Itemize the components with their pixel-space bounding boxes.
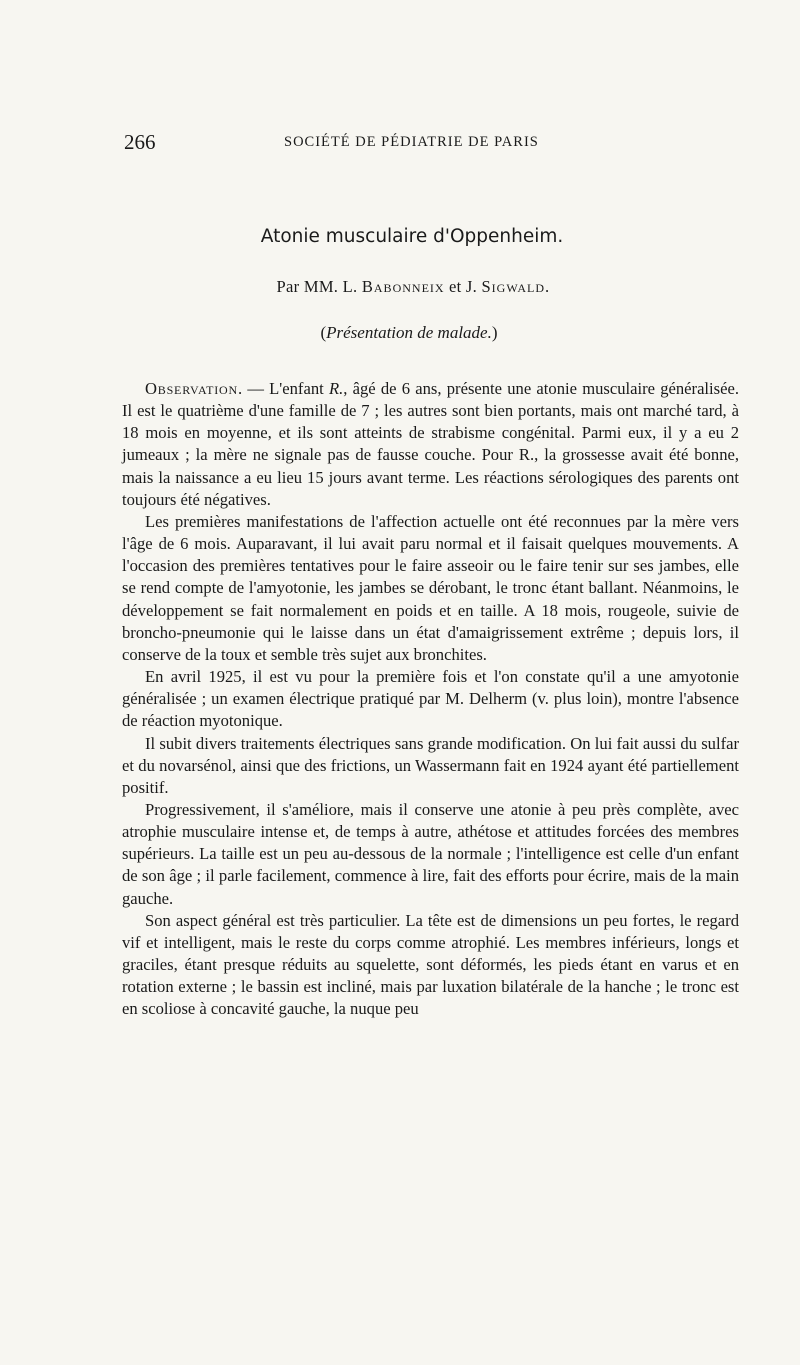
paragraph-4: Il subit divers traitements électriques sans grande modification. On lui fait aussi du sulfar et du novarsénol, ainsi que des frictions, un Wassermann fait en 1924 ayant été partiellement positif. xyxy=(122,733,739,797)
patient-initial: R. xyxy=(328,379,344,398)
paragraph-3: En avril 1925, il est vu pour la première fois et l'on constate qu'il a une amyotonie généralisée ; un examen électrique pratiqué par M. Delherm (v. plus loin), montre l'absence de réaction myotonique. xyxy=(122,667,739,731)
author-sigwald: Sigwald xyxy=(481,277,545,296)
page-number: 266 xyxy=(124,130,156,154)
authors-suffix: . xyxy=(545,277,550,296)
paragraph-6: Son aspect général est très particulier. La tête est de dimensions un peu fortes, le regard vif et intelligent, mais le reste du corps comme atrophié. Les membres inférieurs, longs et graciles, étant presque réduits au squelette, sont déformés, les pieds étant en varus et en rotation externe ; le bassin est incliné, mais par luxation bilatérale de la hanche ; le tronc est en scoliose à concavité gauche, la nuque peu xyxy=(122,910,739,1019)
presentation-note xyxy=(0,323,800,343)
paragraph-2: Les premières manifestations de l'affection actuelle ont été reconnues par la mère vers l'âge de 6 mois. Auparavant, il lui avait paru normal et il faisait quelques mouvements. A l'occasion des premières tentatives pour le faire asseoir ou le faire tenir sur ses jambes, elle se rend compte de l'amyotonie, les jambes se dérobant, le tronc étant ballant. Néanmoins, le développement se fait normalement en poids et en taille. A 18 mois, rougeole, suivie de broncho-pneumonie qui le laisse dans un état d'amaigrissement extrême ; depuis lors, il conserve de la toux et semble très sujet aux bronchites. xyxy=(122,511,739,664)
paragraph-observation xyxy=(122,378,739,511)
paren-open: ( xyxy=(320,323,327,342)
presentation-text: Présentation de malade. xyxy=(326,323,492,342)
authors-mid: et J. xyxy=(444,277,482,296)
article-body xyxy=(122,378,739,1021)
article-title: Atonie musculaire d'Oppenheim. xyxy=(260,226,564,247)
observation-label: Observation xyxy=(145,379,238,398)
authors-line xyxy=(0,277,800,297)
running-head xyxy=(124,130,744,156)
p1-part-a: . — L'enfant xyxy=(237,379,329,398)
p1-part-b: , âgé de 6 ans, présente une atonie musculaire généralisée. Il est le quatrième d'une famille de 7 ; les autres sont bien portants, mais ont marché tard, à 18 mois en moyenne, et ils sont atteints de strabisme congénital. Parmi eux, il y a eu 2 jumeaux ; la mère ne signale pas de fausse couche. Pour R., la grossesse avait été bonne, mais la naissance a eu lieu 15 jours avant terme. Les réactions sérologiques des parents ont toujours été négatives. xyxy=(122,379,739,509)
authors-prefix: Par MM. L. xyxy=(276,277,362,296)
paren-close: ) xyxy=(491,323,498,342)
paragraph-5: Progressivement, il s'améliore, mais il conserve une atonie à peu près complète, avec atrophie musculaire intense et, de temps à autre, athétose et attitudes forcées des membres supérieurs. La taille est un peu au-dessous de la normale ; l'intelligence est celle d'un enfant de son âge ; il parle facilement, commence à lire, fait des efforts pour écrire, mais de la main gauche. xyxy=(122,799,739,908)
author-babonneix: Babonneix xyxy=(361,277,445,296)
journal-title: SOCIÉTÉ DE PÉDIATRIE DE PARIS xyxy=(284,134,539,150)
